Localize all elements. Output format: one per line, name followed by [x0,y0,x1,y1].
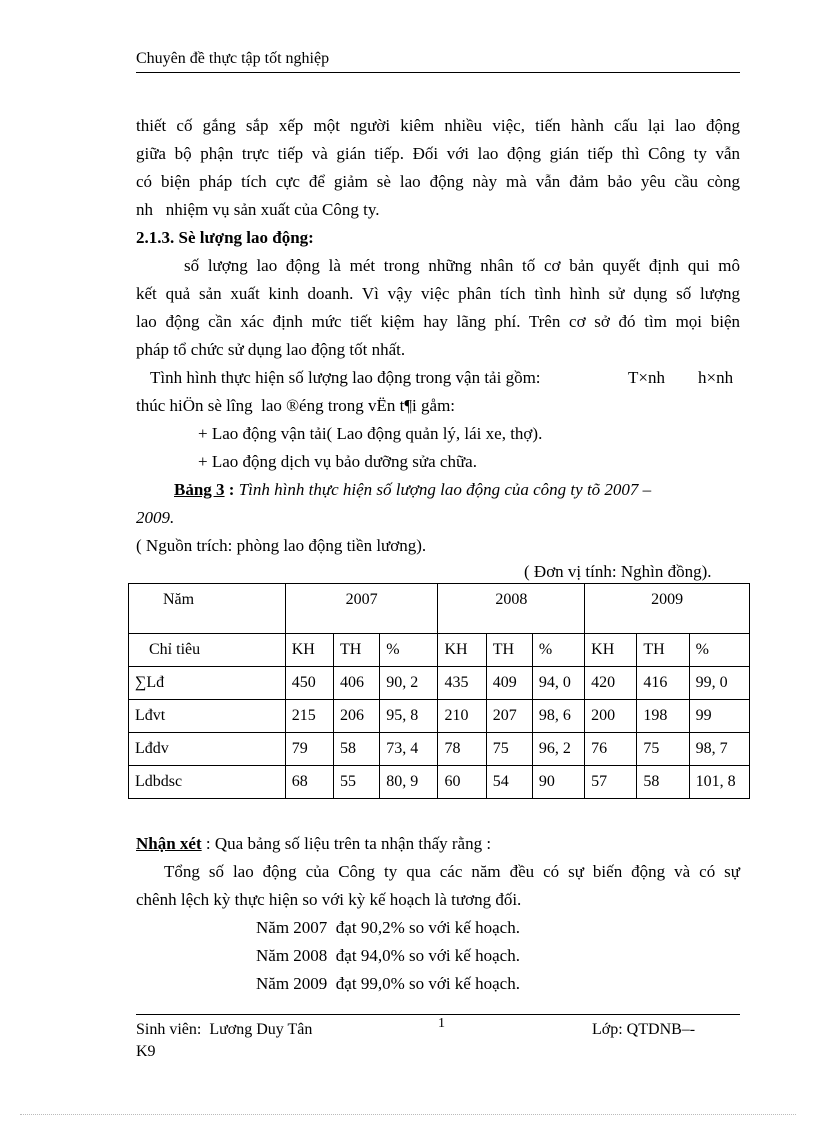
table-caption [174,476,740,504]
table-cell: 409 [486,667,532,700]
kh-header: KH [438,634,486,667]
kh-header: KH [585,634,637,667]
table-cell: 79 [285,733,333,766]
source-note: ( Nguồn trích: phòng lao động tiền lương). [136,536,427,555]
remarks-lead-text: : Qua bảng số liệu trên ta nhận thấy rằng : [201,834,492,853]
footer-class: Lớp: QTDNB–- [592,1021,696,1038]
table-cell: 206 [333,700,379,733]
table-caption-colon: : [224,480,239,499]
table-cell: 207 [486,700,532,733]
th-header: TH [333,634,379,667]
row-label: Ldbdsc [129,766,286,799]
table-cell: 95, 8 [380,700,438,733]
table-year-row [129,584,750,634]
table-cell: 55 [333,766,379,799]
page-number: 1 [438,1016,445,1031]
table-cell: 406 [333,667,379,700]
table-row [129,700,750,733]
year-2008-header: 2008 [438,584,585,634]
table-cell: 98, 6 [532,700,584,733]
status-garbled-1: T×nh [628,368,665,387]
table-cell: 75 [637,733,689,766]
table-cell: 60 [438,766,486,799]
table-cell: 420 [585,667,637,700]
table-caption-label: Bảng 3 [174,480,225,499]
footer-student-cont: K9 [136,1043,156,1060]
th-header: TH [637,634,689,667]
remarks-year-2009: Năm 2009 đạt 99,0% so với kế hoạch. [256,974,520,993]
remarks-line-2: chênh lệch kỳ thực hiện so với kỳ kế hoạch là tương đối. [136,890,522,909]
bullet-2: + Lao động dịch vụ bảo dưỡng sửa chữa. [198,452,477,471]
table-cell: 58 [333,733,379,766]
year-header-cell: Năm [129,584,286,634]
year-2009-header: 2009 [585,584,750,634]
unit-note: ( Đơn vị tính: Nghìn đồng). [524,562,712,581]
table-cell: 101, 8 [689,766,749,799]
section-line-2: kết quả sản xuất kinh doanh. Vì vậy việc phân tích tình hình sử dụng số lượng [136,284,740,303]
footer-student: Sinh viên: Lương Duy Tân [136,1021,313,1038]
table-cell: 75 [486,733,532,766]
table-cell: 210 [438,700,486,733]
table-cell: 80, 9 [380,766,438,799]
year-2007-header: 2007 [285,584,438,634]
table-cell: 215 [285,700,333,733]
table-cell: 76 [585,733,637,766]
status-garbled-2: h×nh [698,368,734,387]
table-cell: 90 [532,766,584,799]
table-cell: 96, 2 [532,733,584,766]
remarks-lead [136,830,740,858]
table-row [129,667,750,700]
labor-table [128,583,750,799]
remarks-year-2008: Năm 2008 đạt 94,0% so với kế hoạch. [256,946,520,965]
table-cell: 90, 2 [380,667,438,700]
table-subheader-row [129,634,750,667]
remarks-line-1: Tổng số lao động của Công ty qua các năm đều có sự biến động và có sự [164,862,740,881]
table-cell: 200 [585,700,637,733]
table-cell: 416 [637,667,689,700]
row-label: Lđdv [129,733,286,766]
pct-header: % [532,634,584,667]
kh-header: KH [285,634,333,667]
table-row [129,733,750,766]
page-header-title: Chuyên đề thực tập tốt nghiệp [136,50,330,67]
table-cell: 450 [285,667,333,700]
intro-line-3: có biện pháp tích cực để giảm sè lao động này mà vẫn đảm bảo yêu cầu còng [136,172,740,191]
table-cell: 99, 0 [689,667,749,700]
indicator-header-cell: Chỉ tiêu [129,634,286,667]
table-cell: 57 [585,766,637,799]
table-cell: 54 [486,766,532,799]
table-cell: 68 [285,766,333,799]
intro-line-2: giữa bộ phận trực tiếp và gián tiếp. Đối với lao động gián tiếp thì Công ty vẫn [136,144,740,163]
row-label: Lđvt [129,700,286,733]
section-line-4: pháp tổ chức sử dụng lao động tốt nhất. [136,340,406,359]
status-line-1: Tình hình thực hiện số lượng lao động trong vận tải gồm: [150,368,541,387]
th-header: TH [486,634,532,667]
section-heading: 2.1.3. Sè lượng lao động: [136,228,314,247]
header-divider [136,72,740,73]
table-cell: 73, 4 [380,733,438,766]
table-cell: 198 [637,700,689,733]
table-cell: 435 [438,667,486,700]
intro-line-4: nh nhiệm vụ sản xuất của Công ty. [136,200,380,219]
footer-divider [136,1014,740,1015]
page-bottom-border [20,1114,796,1115]
section-line-3: lao động cần xác định mức tiết kiệm hay lãng phí. Trên cơ sở đó tìm mọi biện [136,312,740,331]
table-row [129,766,750,799]
remarks-label: Nhận xét [136,834,202,853]
table-caption-text: Tình hình thực hiện số lượng lao động của công ty tõ 2007 – [238,480,652,499]
table-cell: 58 [637,766,689,799]
table-cell: 99 [689,700,749,733]
table-caption-text-2: 2009. [136,508,175,527]
bullet-1: + Lao động vận tải( Lao động quản lý, lái xe, thợ). [198,424,543,443]
pct-header: % [380,634,438,667]
remarks-year-2007: Năm 2007 đạt 90,2% so với kế hoạch. [256,918,520,937]
pct-header: % [689,634,749,667]
table-cell: 94, 0 [532,667,584,700]
row-label: ∑Lđ [129,667,286,700]
intro-line-1: thiết cố gắng sắp xếp một người kiêm nhiều việc, tiến hành cấu lại lao động [136,116,740,135]
section-line-1: số lượng lao động là mét trong những nhân tố cơ bản quyết định qui mô [184,256,740,275]
table-cell: 98, 7 [689,733,749,766]
status-line-2: thúc hiÖn sè lîng lao ®éng trong vËn t¶i gåm: [136,396,456,415]
table-cell: 78 [438,733,486,766]
